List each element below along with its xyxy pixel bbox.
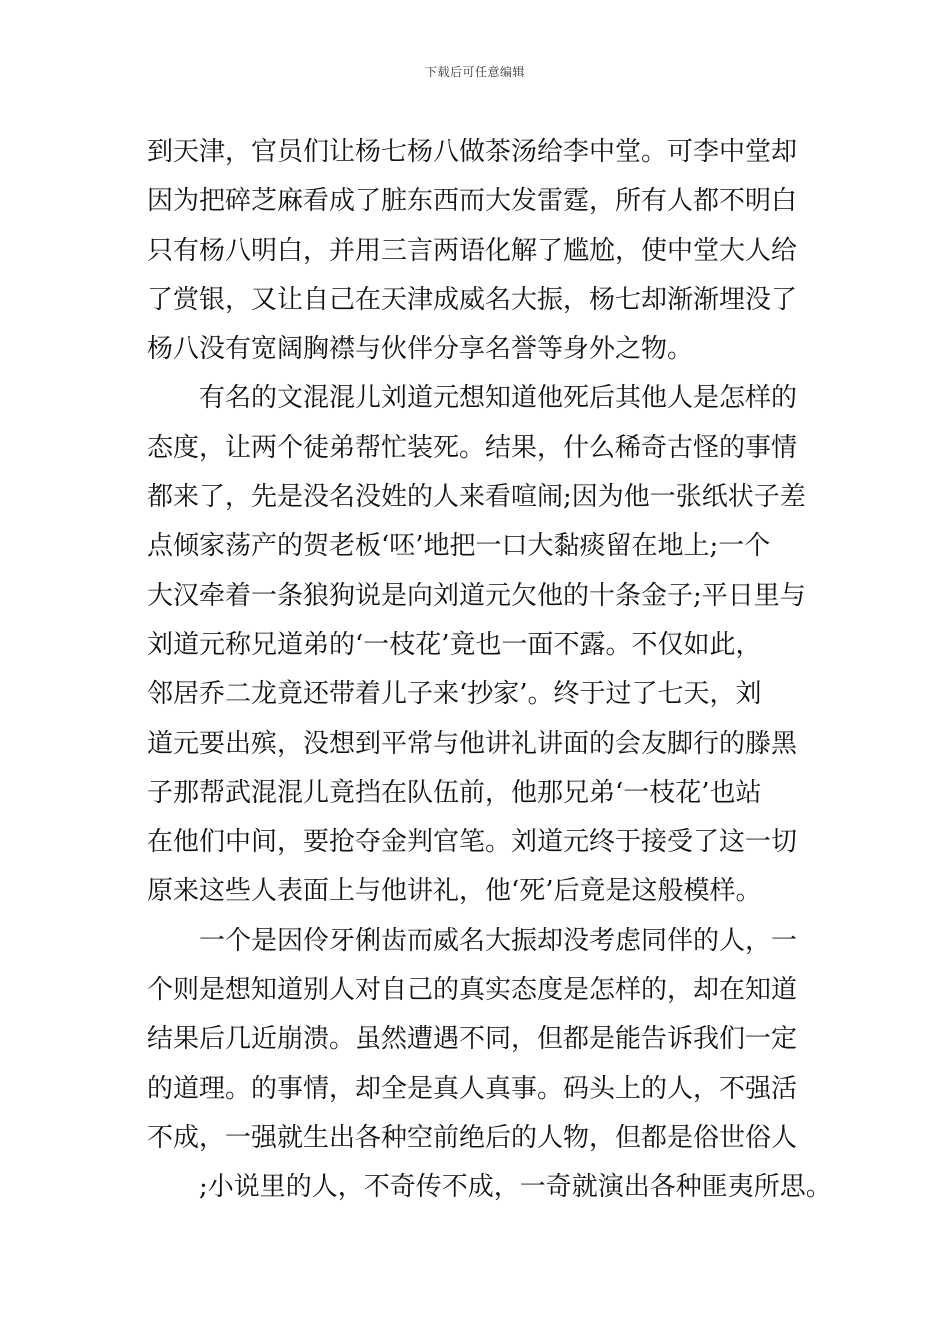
text-line: 结果后几近崩溃。虽然遭遇不同，但都是能告诉我们一定 [147, 1024, 798, 1055]
text-line: 个则是想知道别人对自己的真实态度是怎样的，却在知道 [147, 975, 798, 1006]
text-line: 只有杨八明白，并用三言两语化解了尴尬，使中堂大人给 [147, 235, 798, 266]
text-line: 点倾家荡产的贺老板‘呸’地把一口大黏痰留在地上;一个 [147, 531, 771, 562]
text-line: 大汉牵着一条狼狗说是向刘道元欠他的十条金子;平日里与 [147, 580, 806, 611]
text-line: 子那帮武混混儿竟挡在队伍前，他那兄弟‘一枝花’也站 [147, 777, 762, 808]
text-line: 因为把碎芝麻看成了脏东西而大发雷霆，所有人都不明白 [147, 186, 798, 217]
text-line: 在他们中间，要抢夺金判官笔。刘道元终于接受了这一切 [147, 827, 798, 858]
text-line: 不成，一强就生出各种空前绝后的人物，但都是俗世俗人 [147, 1122, 798, 1153]
text-line: 杨八没有宽阔胸襟与伙伴分享名誉等身外之物。 [147, 334, 694, 365]
text-line: 道元要出殡，没想到平常与他讲礼讲面的会友脚行的滕黑 [147, 728, 798, 759]
text-line: 到天津，官员们让杨七杨八做茶汤给李中堂。可李中堂却 [147, 137, 798, 167]
text-line: 态度，让两个徒弟帮忙装死。结果，什么稀奇古怪的事情 [147, 432, 798, 463]
paragraph-first-line: ;小说里的人，不奇传不成，一奇就演出各种匪夷所思。 [199, 1172, 832, 1203]
paragraph-first-line: 有名的文混混儿刘道元想知道他死后其他人是怎样的 [199, 383, 798, 414]
paragraph-first-line: 一个是因伶牙俐齿而威名大振却没考虑同伴的人，一 [199, 925, 798, 956]
text-line: 邻居乔二龙竟还带着儿子来‘抄家’。终于过了七天，刘 [147, 679, 762, 710]
body-text [147, 128, 832, 1213]
text-line: 的道理。的事情，却全是真人真事。码头上的人，不强活 [147, 1073, 798, 1104]
text-line: 都来了，先是没名没姓的人来看喧闹;因为他一张纸状子差 [147, 482, 806, 513]
page-header: 下载后可任意编辑 [424, 65, 525, 79]
text-line: 了赏银，又让自己在天津成威名大振，杨七却渐渐埋没了 [147, 284, 798, 315]
text-line: 原来这些人表面上与他讲礼，他‘死’后竟是这般模样。 [147, 876, 762, 907]
text-line: 刘道元称兄道弟的‘一枝花’竟也一面不露。不仅如此， [147, 629, 762, 660]
